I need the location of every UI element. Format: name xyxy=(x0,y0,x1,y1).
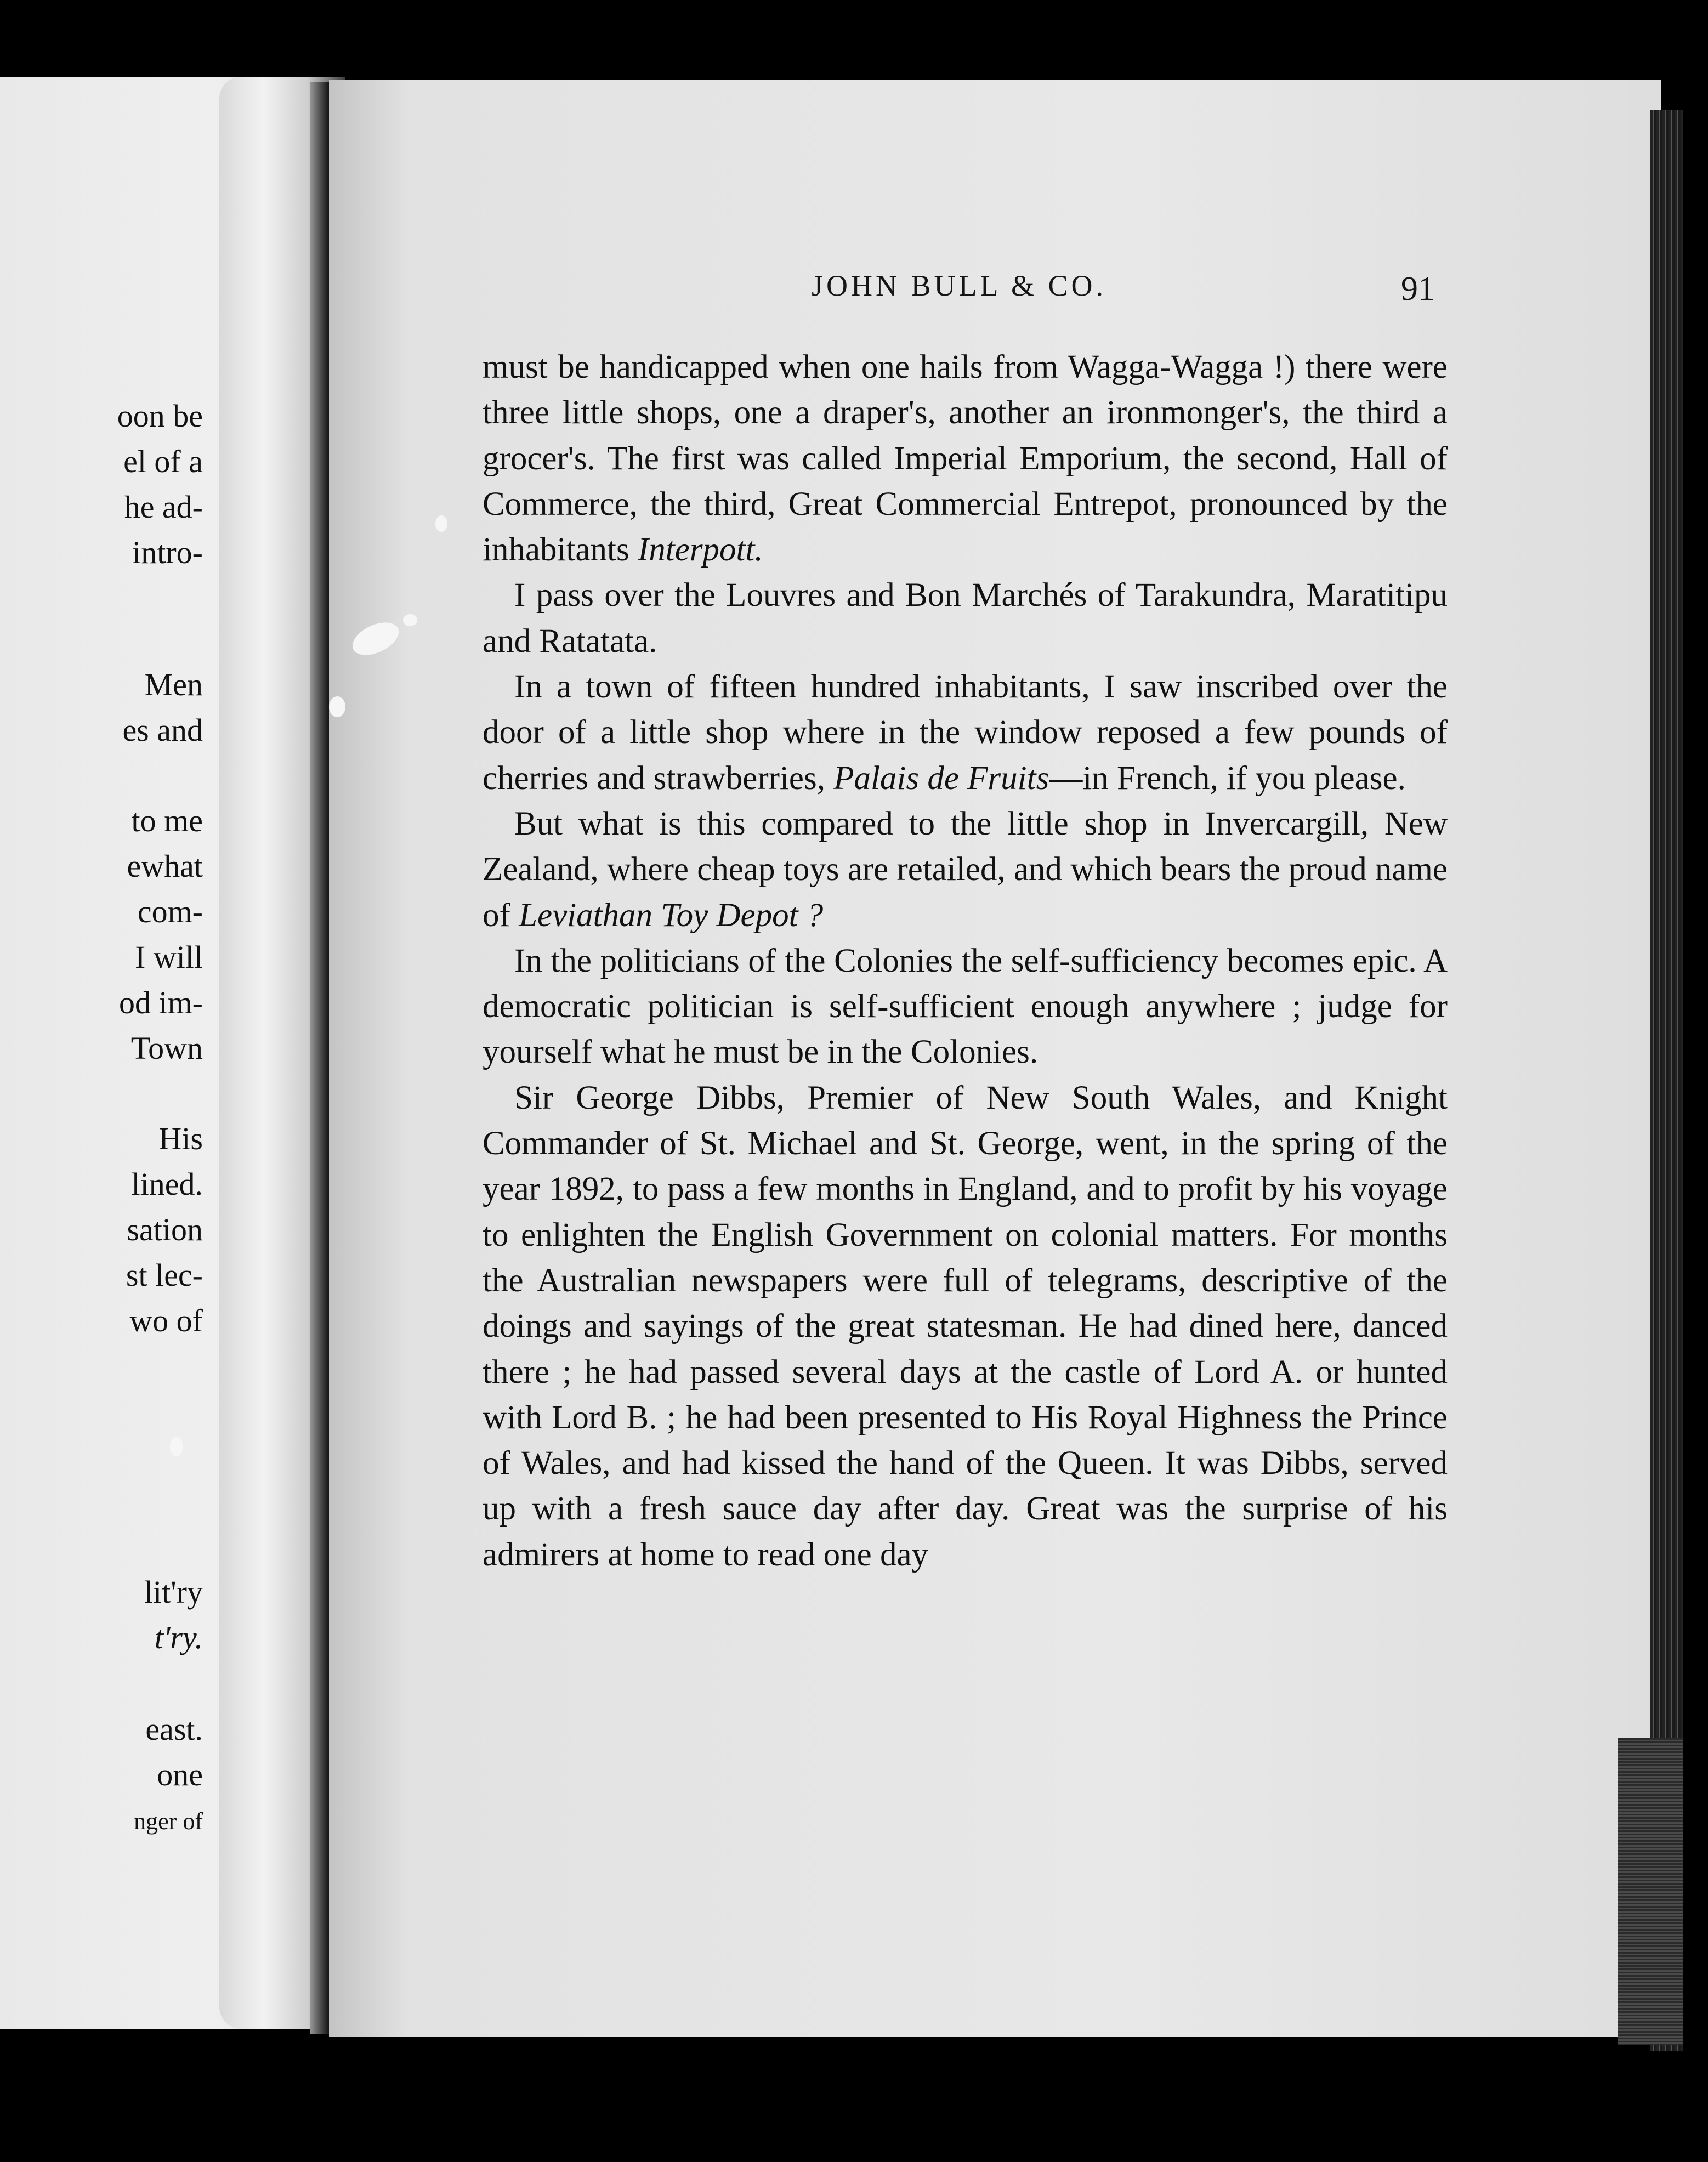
left-line: intro- xyxy=(132,535,203,570)
left-line: sation xyxy=(127,1212,203,1247)
left-line: ewhat xyxy=(127,848,203,884)
left-line: I will xyxy=(134,939,203,975)
italic-term: Leviathan Toy Depot ? xyxy=(519,896,824,934)
left-line: lined. xyxy=(131,1166,203,1202)
scan-speck xyxy=(435,515,447,532)
paragraph: In the politicians of the Colonies the self-sufficiency becomes epic. A democratic politician is self-sufficient enough anywhere ; judge for yourself what he must be in the Colonies. xyxy=(483,942,1448,1071)
paragraph-text: But what is this compared to the little shop in Invercargill, New Zealand, where cheap toys are retailed, and which bears the proud name of xyxy=(483,805,1448,934)
paragraph: Sir George Dibbs, Premier of New South Wales, and Knight Commander of St. Michael and St. George, went, in the spring of the year 1892, to pass a few months in England, and to profit by his voyage to enlighten the English Government on colonial matters. For months the Australian newspapers were full of telegrams, descriptive of the doings and sayings of the great statesman. He had dined here, danced there ; he had passed several days at the castle of Lord A. or hunted with Lord B. ; he had been presented to His Royal Highness the Prince of Wales, and had kissed the hand of the Queen. It was Dibbs, served up with a fresh sauce day after day. Great was the surprise of his admirers at home to read one day xyxy=(483,1079,1448,1573)
left-line: el of a xyxy=(123,444,203,479)
scan-speck xyxy=(329,696,345,717)
italic-term: Interpott. xyxy=(637,531,763,569)
left-line: east. xyxy=(145,1711,203,1747)
left-line: Town xyxy=(130,1030,203,1066)
paragraph xyxy=(483,664,1448,801)
paragraph-text: —in French, if you please. xyxy=(1049,759,1406,797)
left-line: His xyxy=(158,1121,203,1156)
paragraph-text: In a town of fifteen hundred inhabitants, I saw inscribed over the door of a little shop where in the window reposed a few pounds of cherries and strawberries, xyxy=(483,668,1448,797)
left-line: to me xyxy=(131,803,203,838)
body-text xyxy=(483,344,1448,1577)
left-line: Men xyxy=(144,667,203,702)
scan-speck xyxy=(170,1437,183,1456)
scan-speck xyxy=(403,614,417,626)
left-line: t'ry. xyxy=(154,1620,203,1655)
running-head: JOHN BULL & CO. xyxy=(812,269,1107,302)
paragraph-text: must be handicapped when one hails from Wagga-Wagga !) there were three little shops, one a draper's, another an ironmonger's, the third a grocer's. The first was called Imperial Emporium, the second, Hall of Commerce, the third, Great Commercial Entrepot, pronounced by the inhabitants xyxy=(483,349,1448,569)
italic-term: Palais de Fruits xyxy=(833,759,1049,797)
paragraph xyxy=(483,344,1448,572)
left-line: wo of xyxy=(129,1303,203,1338)
left-line: od im- xyxy=(118,985,203,1020)
left-line: com- xyxy=(137,894,203,929)
left-line: es and xyxy=(122,712,203,748)
left-line: st lec- xyxy=(126,1257,203,1293)
left-line: oon be xyxy=(117,398,203,434)
left-line: lit'ry xyxy=(144,1574,203,1610)
left-line: he ad- xyxy=(124,489,203,525)
page-number: 91 xyxy=(1401,270,1435,308)
paragraph xyxy=(483,801,1448,938)
paragraph: I pass over the Louvres and Bon Marchés of Tarakundra, Maratitipu and Ratatata. xyxy=(483,577,1448,660)
left-line: one xyxy=(157,1757,203,1792)
page-edge-stack-lower xyxy=(1618,1738,1683,2045)
left-line: nger of xyxy=(134,1808,203,1835)
